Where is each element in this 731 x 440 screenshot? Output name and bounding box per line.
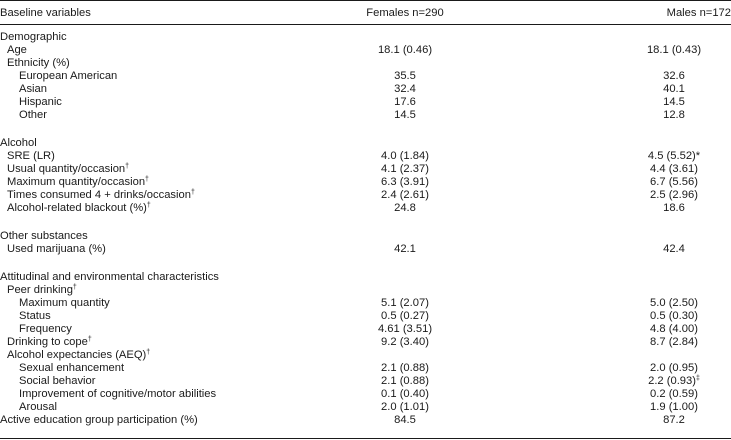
females-value: 0.1 (0.40) <box>381 388 429 400</box>
table-header-row <box>0 3 731 23</box>
males-value: 12.8 <box>663 109 685 121</box>
table-row <box>0 336 731 349</box>
females-value: 4.61 (3.51) <box>377 323 433 335</box>
row-label: Active education group participation (%) <box>0 414 198 426</box>
table-row <box>0 137 731 150</box>
dagger-note-mark: † <box>145 176 149 183</box>
dagger-note-mark: † <box>87 336 92 343</box>
dagger-note-mark: † <box>146 202 151 209</box>
row-label: Status <box>19 310 51 322</box>
double-dagger-note-mark: ‡ <box>695 375 700 382</box>
females-value: 6.3 (3.91) <box>381 176 429 188</box>
table-row <box>0 323 731 336</box>
table-row <box>0 388 731 401</box>
males-value: 32.6 <box>663 70 685 82</box>
males-value: 87.2 <box>663 414 685 426</box>
table-top-rule <box>0 0 731 1</box>
females-value: 5.1 (2.07) <box>381 297 429 309</box>
females-value: 0.5 (0.27) <box>381 310 429 322</box>
males-value: 2.0 (0.95) <box>650 362 698 374</box>
row-label: Asian <box>19 83 47 95</box>
row-label: Hispanic <box>19 96 62 108</box>
section-label: Alcohol <box>0 137 37 149</box>
males-value: 0.5 (0.30) <box>650 310 698 322</box>
section-label: Attitudinal and environmental characteristics <box>0 271 219 283</box>
table-row <box>0 243 731 256</box>
males-value: 1.9 (1.00) <box>650 401 698 413</box>
females-value: 35.5 <box>394 70 416 82</box>
header-males: Males n=172 <box>666 7 731 19</box>
table-row <box>0 310 731 323</box>
row-label: Maximum quantity <box>19 297 110 309</box>
row-label: SRE (LR) <box>7 150 55 162</box>
table-row <box>0 57 731 70</box>
males-value: 4.4 (3.61) <box>650 163 698 175</box>
table-row <box>0 189 731 202</box>
row-label: Alcohol-related blackout (%)† <box>7 202 151 214</box>
males-value: 6.7 (5.56) <box>650 176 698 188</box>
females-value: 14.5 <box>394 109 416 121</box>
row-label: Maximum quantity/occasion† <box>7 176 149 188</box>
females-value: 24.8 <box>394 202 416 214</box>
row-label: Social behavior <box>19 375 96 387</box>
females-value: 2.4 (2.61) <box>381 189 429 201</box>
row-label: Drinking to cope† <box>7 336 92 348</box>
table-row <box>0 202 731 215</box>
row-label: Used marijuana (%) <box>7 243 106 255</box>
females-value: 17.6 <box>394 96 416 108</box>
females-value: 9.2 (3.40) <box>381 336 429 348</box>
header-baseline-variables: Baseline variables <box>0 7 91 19</box>
males-value: 14.5 <box>663 96 685 108</box>
table-header-rule <box>0 24 731 25</box>
table-row <box>0 349 731 362</box>
row-label: Arousal <box>19 401 57 413</box>
row-label: Other <box>19 109 47 121</box>
table-row <box>0 31 731 44</box>
females-value: 2.1 (0.88) <box>381 375 429 387</box>
table-row <box>0 362 731 375</box>
males-value: 18.6 <box>663 202 685 214</box>
table-bottom-rule <box>0 438 731 439</box>
row-label: Ethnicity (%) <box>7 57 70 69</box>
table-row <box>0 96 731 109</box>
males-value: 18.1 (0.43) <box>646 44 702 56</box>
dagger-note-mark: † <box>125 163 130 170</box>
row-label: Alcohol expectancies (AEQ)† <box>7 349 151 361</box>
table-row <box>0 150 731 163</box>
section-label: Demographic <box>0 31 67 43</box>
table-row <box>0 163 731 176</box>
table-row <box>0 414 731 427</box>
males-value: 4.5 (5.52)* <box>647 150 701 162</box>
table-row <box>0 297 731 310</box>
dagger-note-mark: † <box>72 284 77 291</box>
females-value: 2.1 (0.88) <box>381 362 429 374</box>
table-row <box>0 230 731 243</box>
table-row <box>0 109 731 122</box>
females-value: 18.1 (0.46) <box>377 44 433 56</box>
section-label: Other substances <box>0 230 88 242</box>
row-label: European American <box>19 70 118 82</box>
table-row <box>0 83 731 96</box>
males-value: 5.0 (2.50) <box>650 297 698 309</box>
table-row <box>0 176 731 189</box>
header-females: Females n=290 <box>366 7 444 19</box>
females-value: 32.4 <box>394 83 416 95</box>
table-row <box>0 401 731 414</box>
males-value: 40.1 <box>663 83 685 95</box>
table-row <box>0 271 731 284</box>
males-value: 2.5 (2.96) <box>650 189 698 201</box>
females-value: 42.1 <box>394 243 416 255</box>
row-label: Age <box>7 44 27 56</box>
females-value: 4.0 (1.84) <box>381 150 429 162</box>
males-value: 42.4 <box>663 243 685 255</box>
row-label: Times consumed 4 + drinks/occasion† <box>7 189 195 201</box>
row-label: Peer drinking† <box>7 284 77 296</box>
males-value: 2.2 (0.93)‡ <box>648 375 700 387</box>
row-label: Usual quantity/occasion† <box>7 163 130 175</box>
table-row <box>0 284 731 297</box>
females-value: 2.0 (1.01) <box>381 401 429 413</box>
row-label: Improvement of cognitive/motor abilities <box>19 388 217 400</box>
females-value: 4.1 (2.37) <box>381 163 429 175</box>
row-label: Frequency <box>19 323 72 335</box>
dagger-note-mark: † <box>190 189 195 196</box>
females-value: 84.5 <box>394 414 416 426</box>
table-row <box>0 70 731 83</box>
table-row <box>0 375 731 388</box>
males-value: 0.2 (0.59) <box>650 388 698 400</box>
males-value: 4.8 (4.00) <box>650 323 698 335</box>
row-label: Sexual enhancement <box>19 362 125 374</box>
dagger-note-mark: † <box>146 349 151 356</box>
males-value: 8.7 (2.84) <box>650 336 698 348</box>
table-row <box>0 44 731 57</box>
